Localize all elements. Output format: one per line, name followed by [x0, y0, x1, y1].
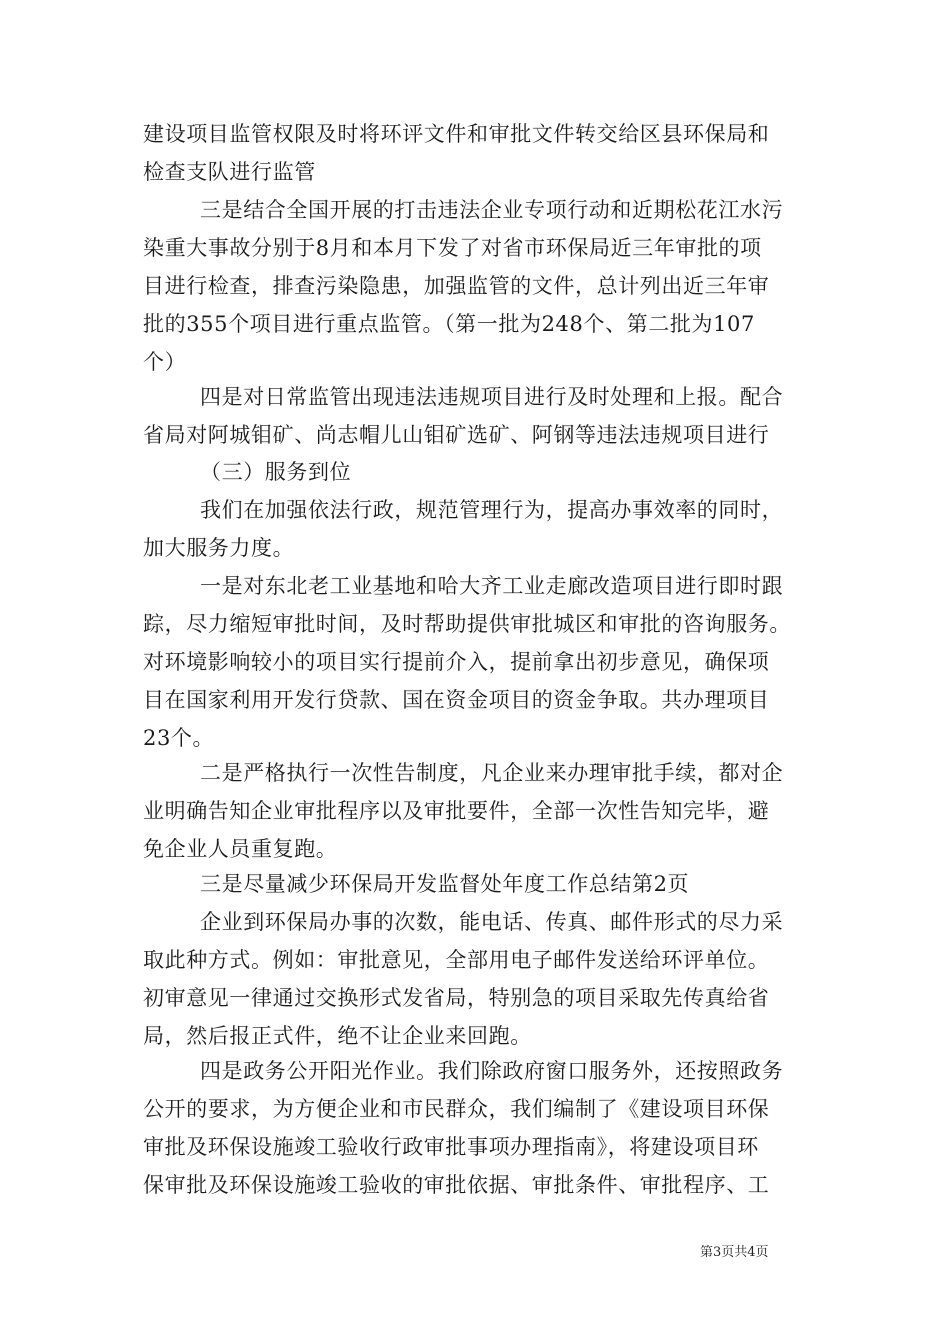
text-line: 局，然后报正式件，绝不让企业来回跑。: [143, 1024, 532, 1048]
text-line: 对环境影响较小的项目实行提前介入，提前拿出初步意见，确保项: [143, 650, 770, 674]
text-line: 四是对日常监管出现违法违规项目进行及时处理和上报。配合: [200, 385, 784, 409]
text-line: 批的355个项目进行重点监管。（第一批为248个、第二批为107: [143, 312, 755, 336]
text-line: 染重大事故分别于8月和本月下发了对省市环保局近三年审批的项: [143, 236, 762, 260]
page-number: 第3页共4页: [700, 1245, 769, 1260]
text-line: 三是结合全国开展的打击违法企业专项行动和近期松花江水污: [200, 198, 784, 222]
section-heading: （三）服务到位: [200, 460, 352, 484]
text-line: 二是严格执行一次性告制度，凡企业来办理审批手续，都对企: [200, 761, 784, 785]
text-line: 检查支队进行监管: [143, 160, 316, 184]
text-line: 个）: [143, 350, 187, 374]
text-line: 踪，尽力缩短审批时间，及时帮助提供审批城区和审批的咨询服务。: [143, 612, 791, 636]
text-line: 省局对阿城钼矿、尚志帽儿山钼矿选矿、阿钢等违法违规项目进行: [143, 423, 770, 447]
text-line: 企业到环保局办事的次数，能电话、传真、邮件形式的尽力采: [200, 910, 784, 934]
text-line: 我们在加强依法行政，规范管理行为，提高办事效率的同时，: [200, 498, 784, 522]
text-line: 四是政务公开阳光作业。我们除政府窗口服务外，还按照政务: [200, 1059, 784, 1083]
text-line: 审批及环保设施竣工验收行政审批事项办理指南》，将建设项目环: [143, 1135, 759, 1159]
text-line: 23个。: [143, 726, 215, 750]
text-line: 公开的要求，为方便企业和市民群众，我们编制了《建设项目环保: [143, 1097, 770, 1121]
text-line: 保审批及环保设施竣工验收的审批依据、审批条件、审批程序、工: [143, 1173, 770, 1197]
text-line: 目进行检查，排查污染隐患，加强监管的文件，总计列出近三年审: [143, 274, 770, 298]
text-line: 业明确告知企业审批程序以及审批要件，全部一次性告知完毕，避: [143, 799, 770, 823]
text-line: 建设项目监管权限及时将环评文件和审批文件转交给区县环保局和: [143, 122, 770, 146]
text-line: 免企业人员重复跑。: [143, 837, 338, 861]
text-line: 加大服务力度。: [143, 536, 295, 560]
text-line: 取此种方式。例如：审批意见，全部用电子邮件发送给环评单位。: [143, 948, 770, 972]
text-line: 初审意见一律通过交换形式发省局，特别急的项目采取先传真给省: [143, 986, 770, 1010]
text-line: 一是对东北老工业基地和哈大齐工业走廊改造项目进行即时跟: [200, 574, 784, 598]
text-line: 三是尽量减少环保局开发监督处年度工作总结第2页: [200, 872, 690, 896]
text-line: 目在国家利用开发行贷款、国在资金项目的资金争取。共办理项目: [143, 688, 770, 712]
